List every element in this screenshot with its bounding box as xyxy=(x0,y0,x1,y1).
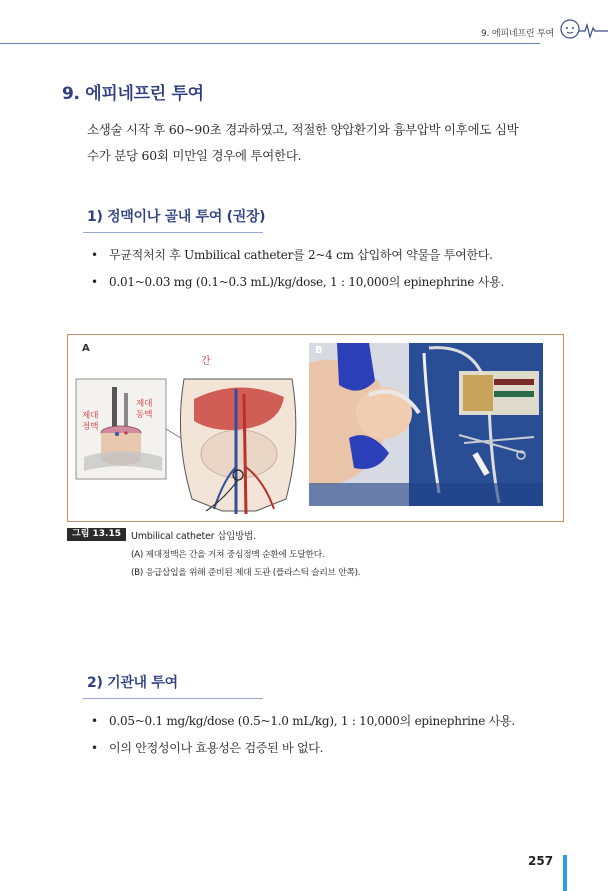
subheading-endotracheal xyxy=(87,672,178,692)
subheading-text: 2) 기관내 투여 xyxy=(87,675,178,691)
subheading-rule xyxy=(83,698,263,699)
running-header: 9. 에피네프린 투여 xyxy=(481,29,554,39)
panel-a-letter: A xyxy=(82,343,90,354)
umbilical-anatomy-illustration xyxy=(74,349,306,517)
header-rule xyxy=(0,43,540,44)
list-item-text: 0.01~0.03 mg (0.1~0.3 mL)/kg/dose, 1 : 10,000의 epinephrine 사용. xyxy=(109,275,505,289)
baby-heartbeat-icon xyxy=(558,17,608,43)
list-item xyxy=(91,711,515,738)
list-item xyxy=(91,272,504,299)
page-accent-bar xyxy=(563,855,567,891)
subheading-text: 1) 정맥이나 골내 투여 (권장) xyxy=(87,209,266,225)
list-item-text: 무균적처치 후 Umbilical catheter를 2~4 cm 삽입하여 약물을 투여한다. xyxy=(109,248,493,262)
panel-b-letter: B xyxy=(315,345,323,356)
label-line: 제대 xyxy=(82,411,99,421)
bullet-icon: • xyxy=(91,714,98,728)
caption-line-a: (A) 제대정맥은 간을 거쳐 중심정맥 순환에 도달한다. xyxy=(131,550,325,560)
list-item xyxy=(91,738,515,765)
label-line: 동맥 xyxy=(136,410,153,420)
bullet-icon: • xyxy=(91,248,98,262)
label-umbilical-vein xyxy=(82,411,98,433)
intro-line: 수가 분당 60회 미만일 경우에 투여한다. xyxy=(87,148,302,163)
label-line: 제대 xyxy=(136,399,153,409)
label-liver: 간 xyxy=(201,356,211,367)
caption-line-b: (B) 응급삽입을 위해 준비된 제대 도관 (플라스틱 슬리브 안쪽). xyxy=(131,568,361,578)
label-umbilical-artery xyxy=(136,399,152,421)
bullet-list-iv xyxy=(91,245,504,299)
list-item-text: 0.05~0.1 mg/kg/dose (0.5~1.0 mL/kg), 1 : 10,000의 epinephrine 사용. xyxy=(109,714,515,728)
section-title: 9. 에피네프린 투여 xyxy=(62,84,204,104)
umbilical-catheter-photo xyxy=(309,343,543,506)
page-number: 257 xyxy=(528,854,554,868)
list-item xyxy=(91,245,504,272)
bullet-icon: • xyxy=(91,275,98,289)
caption-title: Umbilical catheter 삽입방법. xyxy=(131,531,256,542)
list-item-text: 이의 안정성이나 효용성은 검증된 바 없다. xyxy=(109,741,324,755)
figure-13-15 xyxy=(67,334,564,522)
bullet-icon: • xyxy=(91,741,98,755)
label-line: 정맥 xyxy=(82,422,99,432)
subheading-rule xyxy=(83,232,263,233)
intro-line: 소생술 시작 후 60~90초 경과하였고, 적절한 양압환기와 흉부압박 이후에도 심박 xyxy=(87,122,519,137)
procedure-photo xyxy=(309,343,543,506)
subheading-iv xyxy=(87,206,265,226)
intro-paragraph xyxy=(87,117,557,169)
bullet-list-endotracheal xyxy=(91,711,515,765)
caption-tag: 그림 13.15 xyxy=(67,528,126,541)
